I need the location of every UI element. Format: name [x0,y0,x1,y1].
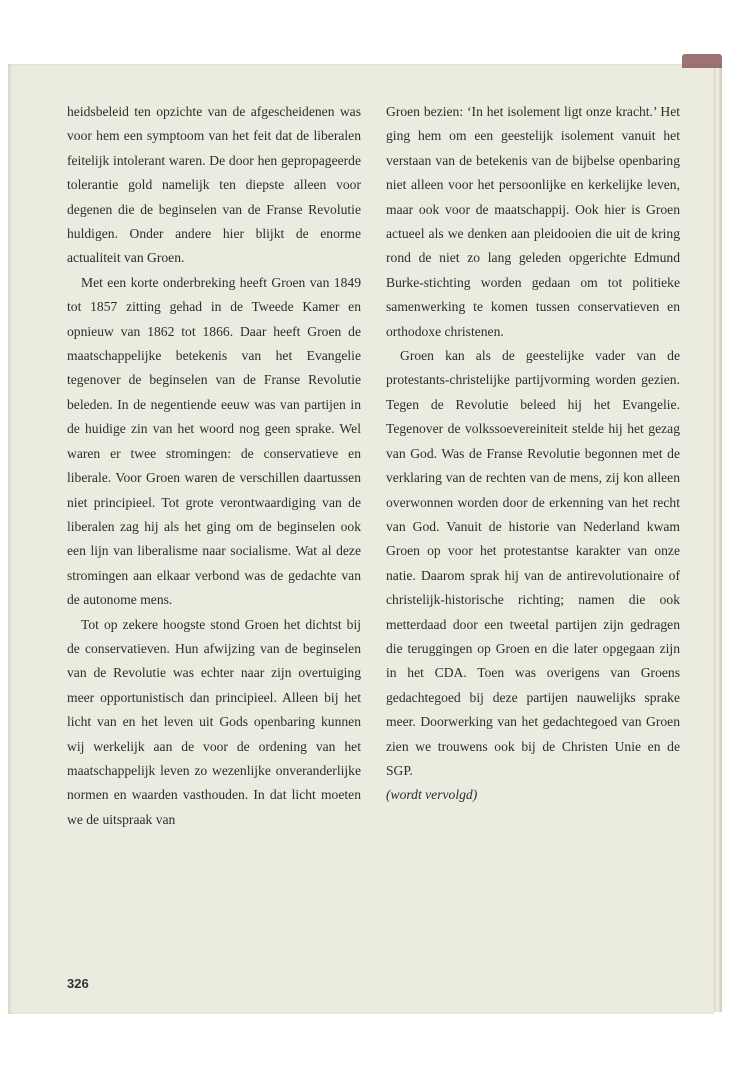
right-paragraph-2: Groen kan als de geestelijke vader van de protestants-christelijke partijvorming worden gezien. Tegen de Revolutie beleed hij het Evangelie. Tegenover de volkssoevereiniteit stelde hij het gezag van God. Was de Franse Revolutie begonnen met de verklaring van de rechten van de mens, zij kon alleen overwonnen worden door de erkenning van het recht van God. Vanuit de historie van Nederland kwam Groen op voor het protestantse karakter van onze natie. Daarom sprak hij van de antirevolutionaire of christelijk-historische richting; namen die ook metterdaad door een tweetal partijen zijn gedragen die teruggingen op Groen en die later opgegaan zijn in het CDA. Toen was overigens van Groens gedachtegoed bij deze partijen nauwelijks sprake meer. Doorwerking van het gedachtegoed van Groen zien we trouwens ook bij de Christen Unie en de SGP. [386,348,680,778]
right-paragraph-1: Groen bezien: ‘In het isolement ligt onze kracht.’ Het ging hem om een geestelijk isolement vanuit het verstaan van de betekenis van de bijbelse openbaring niet alleen voor het persoonlijke en kerkelijke leven, maar ook voor de maatschappij. Ook hier is Groen actueel als we denken aan pleidooien die uit de kring rond de niet zo lang geleden opgerichte Edmund Burke-stichting worden gedaan om tot politieke samenwerking te komen tussen conservatieven en orthodoxe christenen. [386,104,680,339]
left-paragraph-1: heidsbeleid ten opzichte van de afgescheidenen was voor hem een symptoom van het feit dat de liberalen feitelijk intolerant waren. De door hen gepropageerde tolerantie gold namelijk ten diepste alleen voor degenen die de beginselen van de Franse Revolutie huldigen. Onder andere hier blijkt de enorme actualiteit van Groen. [67,104,361,266]
bookmark-ribbon [682,54,722,68]
page-edge [714,66,722,1012]
right-column [386,100,680,808]
continuation-note: (wordt vervolgd) [386,787,478,803]
left-paragraph-3: Tot op zekere hoogste stond Groen het dichtst bij de conservatieven. Hun afwijzing van de beginselen van de Revolutie was echter naar zijn overtuiging meer opportunistisch dan principieel. Alleen bij het licht van en het leven uit Gods openbaring kunnen wij werkelijk aan de voor de ordening van het maatschappelijk leven zo wezenlijke onveranderlijke normen en waarden vasthouden. In dat licht moeten we de uitspraak van [67,616,361,827]
left-column [67,100,361,832]
left-paragraph-2: Met een korte onderbreking heeft Groen van 1849 tot 1857 zitting gehad in de Tweede Kamer en opnieuw van 1862 tot 1866. Daar heeft Groen de maatschappelijke betekenis van het Evangelie tegenover de beginselen van de Franse Revolutie beleden. In de negentiende eeuw was van partijen in de huidige zin van het woord nog geen sprake. Wel waren er twee stromingen: de conservatieve en liberale. Voor Groen waren de verschillen daartussen niet principieel. Tot grote verontwaardiging van de liberalen zag hij als het ging om de beginselen ook een lijn van liberalisme naar socialisme. Wat al deze stromingen aan elkaar verbond was de gedachte van de autonome mens. [67,274,361,608]
page-number: 326 [67,976,89,991]
